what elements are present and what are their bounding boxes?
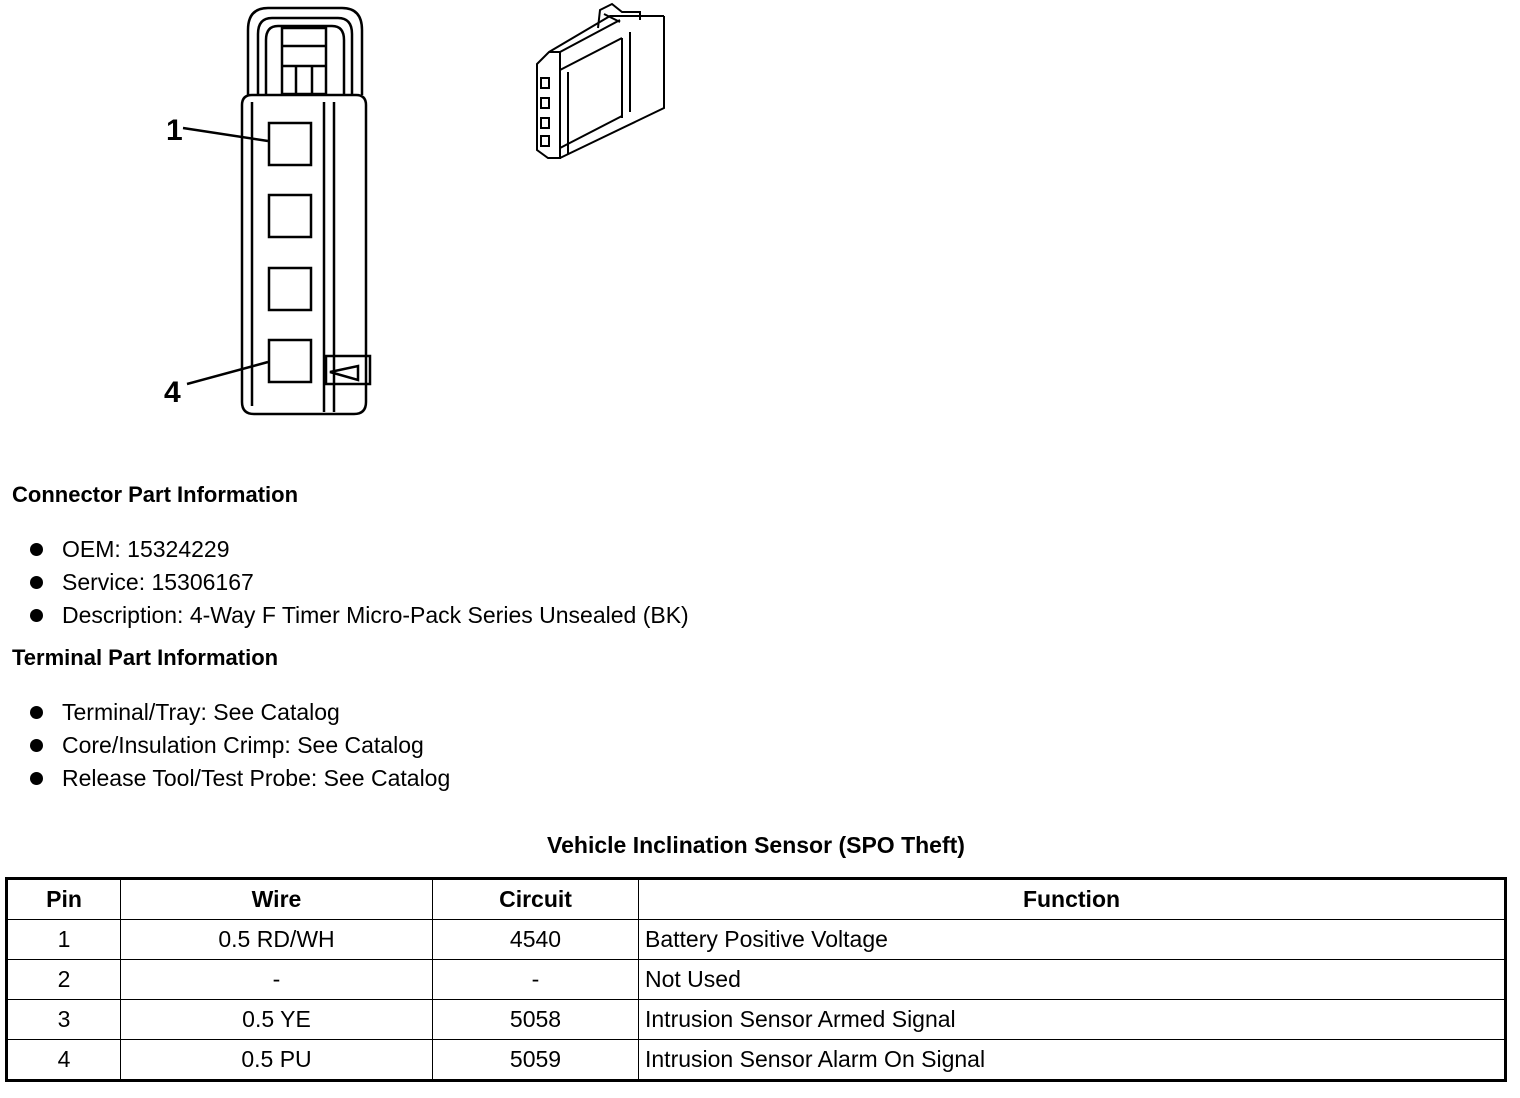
header-circuit: Circuit <box>433 879 639 920</box>
list-item <box>28 599 689 632</box>
table-row <box>7 920 1506 960</box>
cell-pin: 1 <box>7 920 121 960</box>
service-number: Service: 15306167 <box>62 569 254 595</box>
cell-circuit: 5059 <box>433 1040 639 1081</box>
list-item <box>28 762 450 795</box>
list-item <box>28 566 689 599</box>
connector-part-info-heading: Connector Part Information <box>12 482 299 507</box>
bullet-icon <box>30 543 43 556</box>
bullet-icon <box>30 576 43 589</box>
pin-4-label: 4 <box>164 376 181 409</box>
bullet-icon <box>30 739 43 752</box>
table-row <box>7 960 1506 1000</box>
connector-face-drawing <box>150 0 390 430</box>
cell-pin: 2 <box>7 960 121 1000</box>
bullet-icon <box>30 772 43 785</box>
table-title: Vehicle Inclination Sensor (SPO Theft) <box>547 832 965 858</box>
core-insulation-crimp: Core/Insulation Crimp: See Catalog <box>62 732 424 758</box>
cell-function: Intrusion Sensor Armed Signal <box>639 1000 1506 1040</box>
pin-1-label: 1 <box>166 114 183 147</box>
cell-pin: 3 <box>7 1000 121 1040</box>
list-item <box>28 696 450 729</box>
header-pin: Pin <box>7 879 121 920</box>
header-function: Function <box>639 879 1506 920</box>
connector-iso-drawing <box>525 0 675 165</box>
terminal-tray: Terminal/Tray: See Catalog <box>62 699 340 725</box>
release-tool-test-probe: Release Tool/Test Probe: See Catalog <box>62 765 451 791</box>
table-header-row <box>7 879 1506 920</box>
bullet-icon <box>30 706 43 719</box>
cell-function: Not Used <box>639 960 1506 1000</box>
cell-circuit: - <box>433 960 639 1000</box>
cell-function: Battery Positive Voltage <box>639 920 1506 960</box>
cell-wire: - <box>121 960 433 1000</box>
terminal-part-info-list <box>28 696 450 795</box>
cell-pin: 4 <box>7 1040 121 1081</box>
cell-wire: 0.5 YE <box>121 1000 433 1040</box>
header-wire: Wire <box>121 879 433 920</box>
pinout-table <box>5 877 1507 1082</box>
connector-description: Description: 4-Way F Timer Micro-Pack Series Unsealed (BK) <box>62 602 689 628</box>
terminal-part-info-heading: Terminal Part Information <box>12 645 279 670</box>
cell-function: Intrusion Sensor Alarm On Signal <box>639 1040 1506 1081</box>
cell-wire: 0.5 RD/WH <box>121 920 433 960</box>
bullet-icon <box>30 609 43 622</box>
table-row <box>7 1040 1506 1081</box>
table-row <box>7 1000 1506 1040</box>
oem-number: OEM: 15324229 <box>62 536 230 562</box>
cell-circuit: 4540 <box>433 920 639 960</box>
list-item <box>28 729 450 762</box>
cell-wire: 0.5 PU <box>121 1040 433 1081</box>
list-item <box>28 533 689 566</box>
connector-part-info-list <box>28 533 689 632</box>
cell-circuit: 5058 <box>433 1000 639 1040</box>
